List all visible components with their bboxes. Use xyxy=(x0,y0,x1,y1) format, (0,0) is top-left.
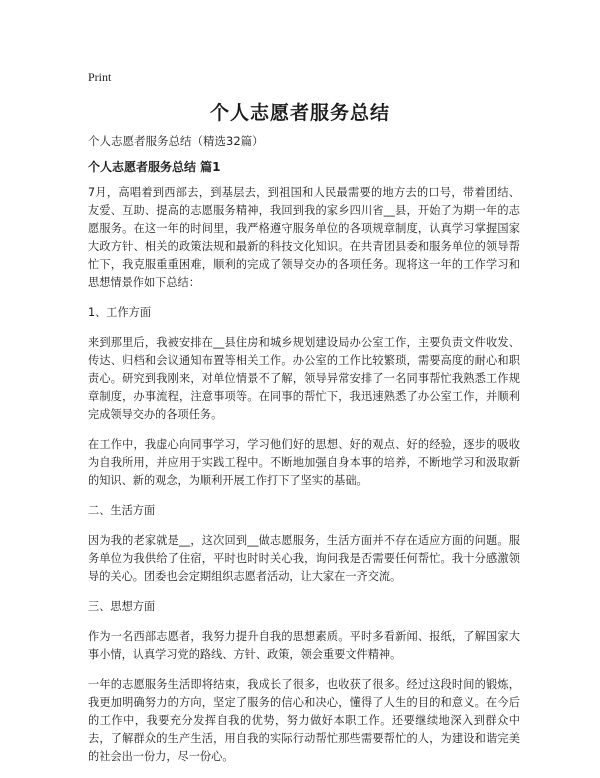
print-link[interactable]: Print xyxy=(88,70,112,84)
document-subtitle: 个人志愿者服务总结（精选32篇） xyxy=(88,134,264,148)
paragraph-work-2: 在工作中，我虚心向同事学习，学习他们好的思想、好的观点、好的经验，逐步的吸收为自我所用，并应用于实践工程中。不断地加强自身本事的培养，不断地学习和汲取新的知识、新的观念，为顺利开展工作打下了坚实的基础。 xyxy=(88,438,520,487)
paragraph-conclusion: 一年的志愿服务生活即将结束，我成长了很多，也收获了很多。经过这段时间的锻炼，我更加明确努力的方向，坚定了服务的信心和决心，懂得了人生的目的和意义。在今后的工作中，我要充分发挥自我的优势，努力做好本职工作。还要继续地深入到群众中去，了解群众的生产生活，用自我的实际行动帮忙那些需要帮忙的人，为建设和谐完美的社会出一份力，尽一份心。 xyxy=(88,678,520,763)
document-title: 个人志愿者服务总结 xyxy=(209,102,390,124)
document-body xyxy=(88,184,520,778)
section-heading: 个人志愿者服务总结 篇1 xyxy=(88,160,221,174)
paragraph-intro: 7月，高唱着到西部去，到基层去，到祖国和人民最需要的地方去的口号，带着团结、友爱、互助、提高的志愿服务精神，我回到我的家乡四川省__县，开始了为期一年的志愿服务。在这一年的时间里，我严格遵守服务单位的各项规章制度，认真学习掌握国家大政方针、相关的政策法规和最新的科技文化知识。在共青团县委和服务单位的领导帮忙下，我克服重重困难，顺利的完成了领导交办的各项任务。现将这一年的工作学习和思想情景作如下总结： xyxy=(88,186,520,289)
subheading-life: 二、生活方面 xyxy=(88,504,156,517)
subheading-work: 1、工作方面 xyxy=(88,306,152,319)
paragraph-thought: 作为一名西部志愿者，我努力提升自我的思想素质。平时多看新闻、报纸，了解国家大事小情，认真学习党的路线、方针、政策，领会重要文件精神。 xyxy=(88,630,520,661)
paragraph-work-1: 来到那里后，我被安排在__县住房和城乡规划建设局办公室工作，主要负责文件收发、传达、归档和会议通知布置等相关工作。办公室的工作比较繁琐，需要高度的耐心和职责心。研究到我刚来，对单位情景不了解，领导异常安排了一名同事帮忙我熟悉工作规章制度，办事流程，注意事项等。在同事的帮忙下，我迅速熟悉了办公室工作，并顺利完成领导交办的各项任务。 xyxy=(88,336,520,421)
paragraph-life: 因为我的老家就是__，这次回到__做志愿服务，生活方面并不存在适应方面的问题。服务单位为我供给了住宿，平时也时时关心我，询问我是否需要任何帮忙。我十分感激领导的关心。团委也会定期组织志愿者活动，让大家在一齐交流。 xyxy=(88,534,520,583)
subheading-thought: 三、思想方面 xyxy=(88,600,156,613)
